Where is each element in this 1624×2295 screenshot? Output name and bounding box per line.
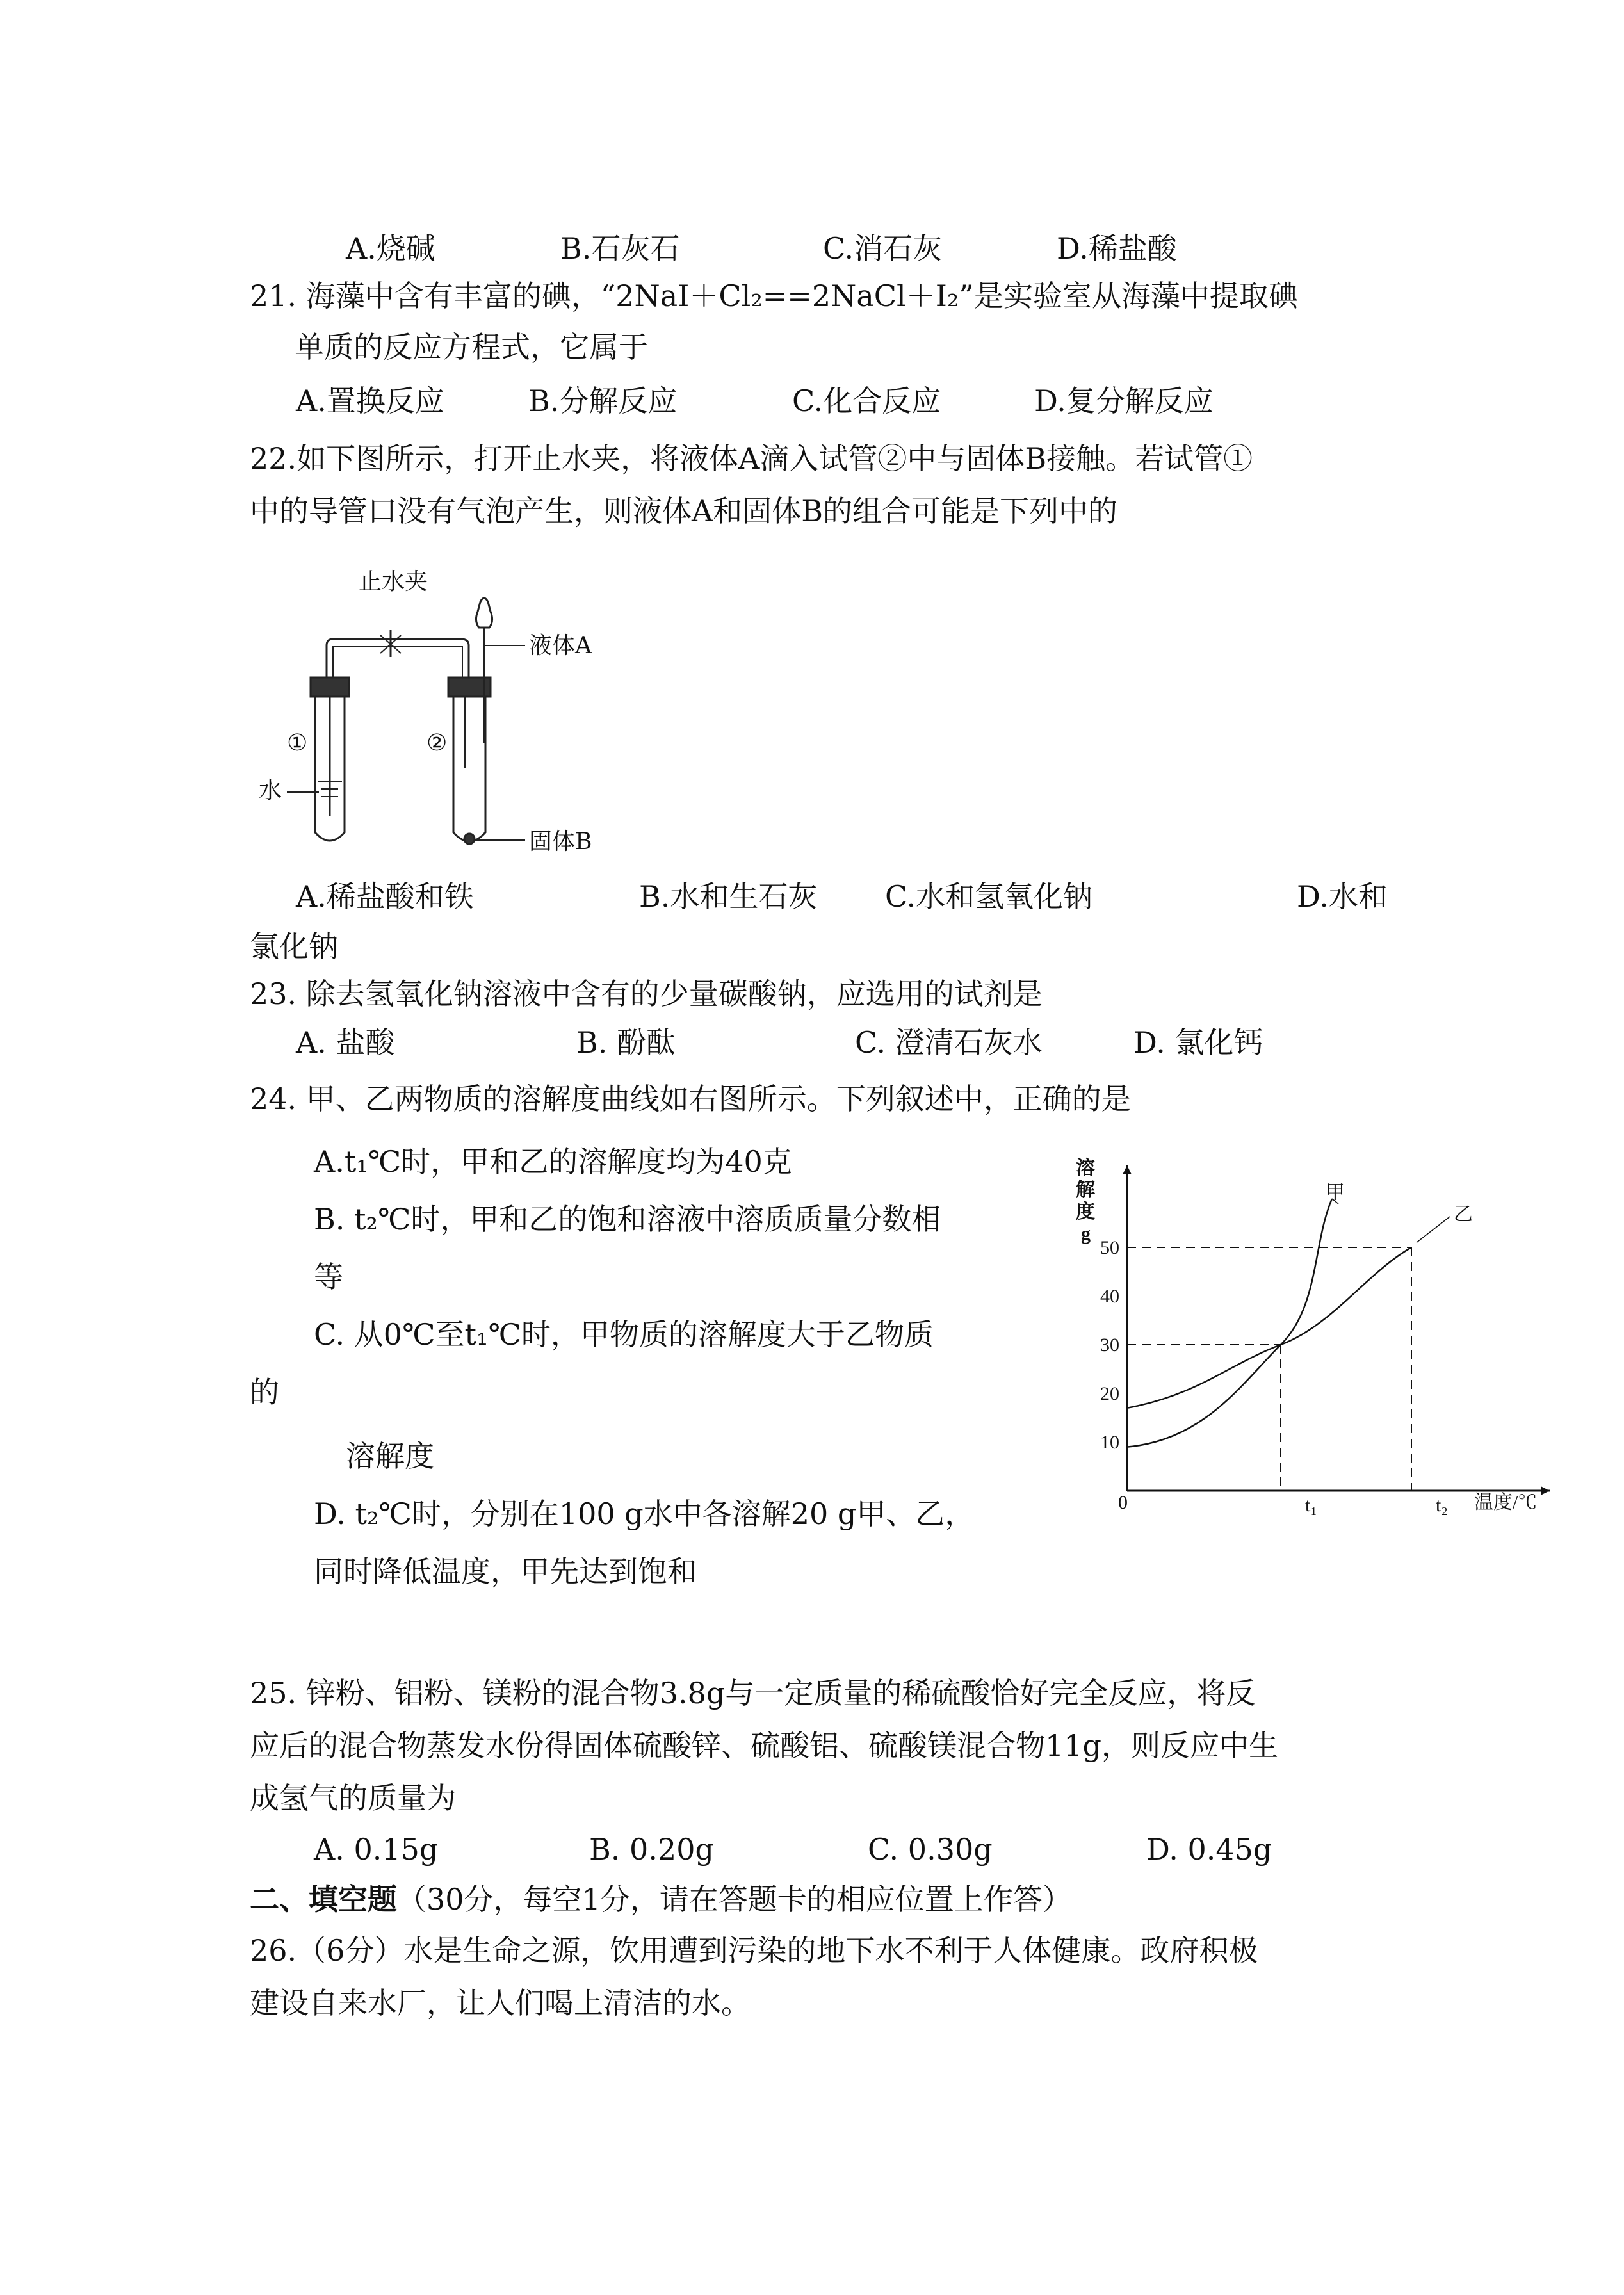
q26-stem-line1: 26.（6分）水是生命之源，饮用遭到污染的地下水不利于人体健康。政府积极: [250, 1933, 1258, 1968]
q21-stem-line2: 单质的反应方程式，它属于: [295, 330, 648, 364]
q22-option-d: D.水和: [1297, 879, 1388, 914]
x-tick-t2: t₂: [1436, 1495, 1448, 1516]
series-yi-leader: [1417, 1217, 1450, 1242]
x-axis-label: 温度/℃: [1474, 1492, 1538, 1513]
q22-option-b: B.水和生石灰: [639, 879, 818, 914]
q25-stem-line3: 成氢气的质量为: [250, 1781, 456, 1815]
series-yi-label: 乙: [1454, 1204, 1473, 1225]
q23-option-a: A. 盐酸: [296, 1025, 395, 1060]
q24-option-b-line2: 等: [314, 1260, 343, 1294]
y-tick-30: 30: [1100, 1334, 1119, 1356]
q23-option-b: B. 酚酞: [576, 1025, 676, 1060]
x-tick-0: 0: [1118, 1492, 1128, 1513]
q21-option-c: C.化合反应: [792, 384, 941, 418]
series-jia-label: 甲: [1326, 1182, 1345, 1203]
q24-option-c-line2: 的: [250, 1375, 279, 1409]
section-heading: [250, 1880, 1072, 1918]
q26-stem-line2: 建设自来水厂，让人们喝上清洁的水。: [250, 1986, 751, 2020]
q25-option-b: B. 0.20g: [589, 1832, 714, 1867]
q23-stem: 23. 除去氢氧化钠溶液中含有的少量碳酸钠，应选用的试剂是: [250, 977, 1043, 1011]
q20-option-d: D.稀盐酸: [1057, 231, 1177, 266]
apparatus-figure: [250, 564, 647, 858]
q22-option-c: C.水和氢氧化钠: [885, 879, 1093, 914]
q25-option-d: D. 0.45g: [1146, 1832, 1272, 1867]
q21-option-b: B.分解反应: [528, 384, 678, 418]
q25-option-a: A. 0.15g: [314, 1832, 439, 1867]
x-axis-arrow: [1541, 1486, 1550, 1495]
water-label: 水: [259, 777, 282, 804]
y-label-char-4: g: [1081, 1223, 1091, 1244]
y-axis-arrow: [1123, 1165, 1132, 1174]
q22-stem-line2: 中的导管口没有气泡产生，则液体A和固体B的组合可能是下列中的: [250, 494, 1118, 528]
y-tick-20: 20: [1100, 1383, 1119, 1404]
q20-option-c: C.消石灰: [823, 231, 943, 266]
section-note: （30分，每空1分，请在答题卡的相应位置上作答）: [397, 1882, 1072, 1917]
x-tick-t1: t₁: [1305, 1495, 1317, 1516]
q24-option-a: A.t₁℃时，甲和乙的溶解度均为40克: [314, 1144, 792, 1179]
y-tick-10: 10: [1100, 1432, 1119, 1453]
tube2-label: ②: [426, 730, 448, 756]
q25-option-c: C. 0.30g: [868, 1832, 993, 1867]
q22-option-d-wrap: 氯化钠: [250, 929, 338, 964]
q20-option-a: A.烧碱: [346, 231, 435, 266]
q24-option-c-line1: C. 从0℃至t₁℃时，甲物质的溶解度大于乙物质: [314, 1317, 934, 1352]
liquid-a-label: 液体A: [529, 633, 592, 659]
q24-option-b-line1: B. t₂℃时，甲和乙的饱和溶液中溶质质量分数相: [314, 1202, 941, 1237]
q24-option-d-line1: D. t₂℃时，分别在100 g水中各溶解20 g甲、乙，: [314, 1496, 975, 1531]
q20-option-b: B.石灰石: [560, 231, 680, 266]
q21-option-d: D.复分解反应: [1034, 384, 1214, 418]
clamp-label: 止水夹: [359, 569, 428, 595]
q23-option-c: C. 澄清石灰水: [855, 1025, 1043, 1060]
section-title: 二、填空题: [250, 1882, 397, 1917]
y-label-char-2: 解: [1076, 1180, 1095, 1201]
q23-option-d: D. 氯化钙: [1133, 1025, 1263, 1060]
series-curve-2: [1127, 1247, 1411, 1408]
q21-option-a: A.置换反应: [296, 384, 444, 418]
series-curve-1: [1127, 1199, 1332, 1447]
q24-stem: 24. 甲、乙两物质的溶解度曲线如右图所示。下列叙述中，正确的是: [250, 1082, 1131, 1116]
y-label-char-1: 溶: [1076, 1158, 1095, 1179]
solid-b-label: 固体B: [529, 829, 592, 855]
solubility-chart: [1063, 1153, 1588, 1550]
tube1-label: ①: [287, 730, 308, 756]
y-tick-50: 50: [1100, 1237, 1119, 1258]
q25-stem-line1: 25. 锌粉、铝粉、镁粉的混合物3.8g与一定质量的稀硫酸恰好完全反应，将反: [250, 1676, 1256, 1710]
y-tick-40: 40: [1100, 1286, 1119, 1307]
q24-option-c-line3: 溶解度: [346, 1439, 434, 1473]
q24-option-d-line2: 同时降低温度，甲先达到饱和: [314, 1554, 697, 1589]
q21-stem-line1: 21. 海藻中含有丰富的碘，“2NaI＋Cl₂==2NaCl＋I₂”是实验室从海藻中提取碘: [250, 279, 1298, 313]
q25-stem-line2: 应后的混合物蒸发水份得固体硫酸锌、硫酸铝、硫酸镁混合物11g，则反应中生: [250, 1728, 1278, 1763]
q22-option-a: A.稀盐酸和铁: [296, 879, 474, 914]
q22-stem-line1: 22.如下图所示，打开止水夹，将液体A滴入试管②中与固体B接触。若试管①: [250, 441, 1253, 476]
y-label-char-3: 度: [1076, 1201, 1095, 1222]
